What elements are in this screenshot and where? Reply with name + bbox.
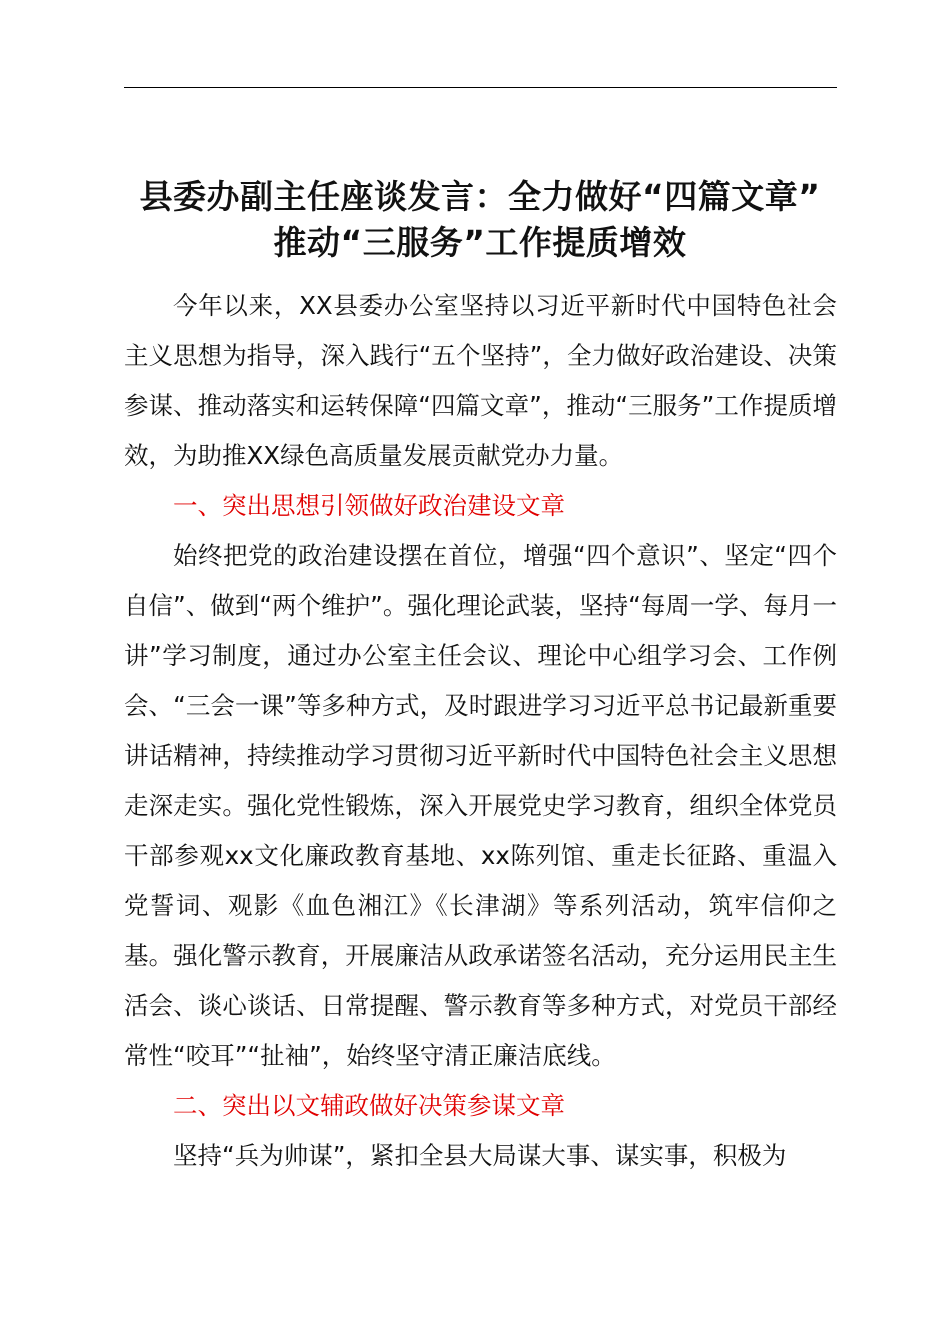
header-rule bbox=[124, 87, 837, 88]
section-1-paragraph: 始终把党的政治建设摆在首位，增强“四个意识”、坚定“四个自信”、做到“两个维护”。强化理论武装，坚持“每周一学、每月一讲”学习制度，通过办公室主任会议、理论中心组学习会、工作例会、“三会一课”等多种方式，及时跟进学习习近平总书记最新重要讲话精神，持续推动学习贯彻习近平新时代中国特色社会主义思想走深走实。强化党性锻炼，深入开展党史学习教育，组织全体党员干部参观xx文化廉政教育基地、xx陈列馆、重走长征路、重温入党誓词、观影《血色湘江》《长津湖》等系列活动，筑牢信仰之基。强化警示教育，开展廉洁从政承诺签名活动，充分运用民主生活会、谈心谈话、日常提醒、警示教育等多种方式，对党员干部经常性“咬耳”“扯袖”，始终坚守清正廉洁底线。 bbox=[124, 541, 837, 1070]
section-heading-1: 一、突出思想引领做好政治建设文章 bbox=[173, 491, 565, 520]
document-body bbox=[124, 281, 837, 1181]
document-title bbox=[110, 174, 850, 266]
section-2-paragraph: 坚持“兵为帅谋”，紧扣全县大局谋大事、谋实事，积极为 bbox=[173, 1141, 787, 1170]
title-line-2: 推动“三服务”工作提质增效 bbox=[273, 223, 687, 263]
intro-paragraph: 今年以来，XX县委办公室坚持以习近平新时代中国特色社会主义思想为指导，深入践行“五个坚持”，全力做好政治建设、决策参谋、推动落实和运转保障“四篇文章”，推动“三服务”工作提质增效，为助推XX绿色高质量发展贡献党办力量。 bbox=[124, 291, 837, 470]
section-heading-2: 二、突出以文辅政做好决策参谋文章 bbox=[173, 1091, 565, 1120]
title-line-1: 县委办副主任座谈发言：全力做好“四篇文章” bbox=[139, 177, 821, 217]
